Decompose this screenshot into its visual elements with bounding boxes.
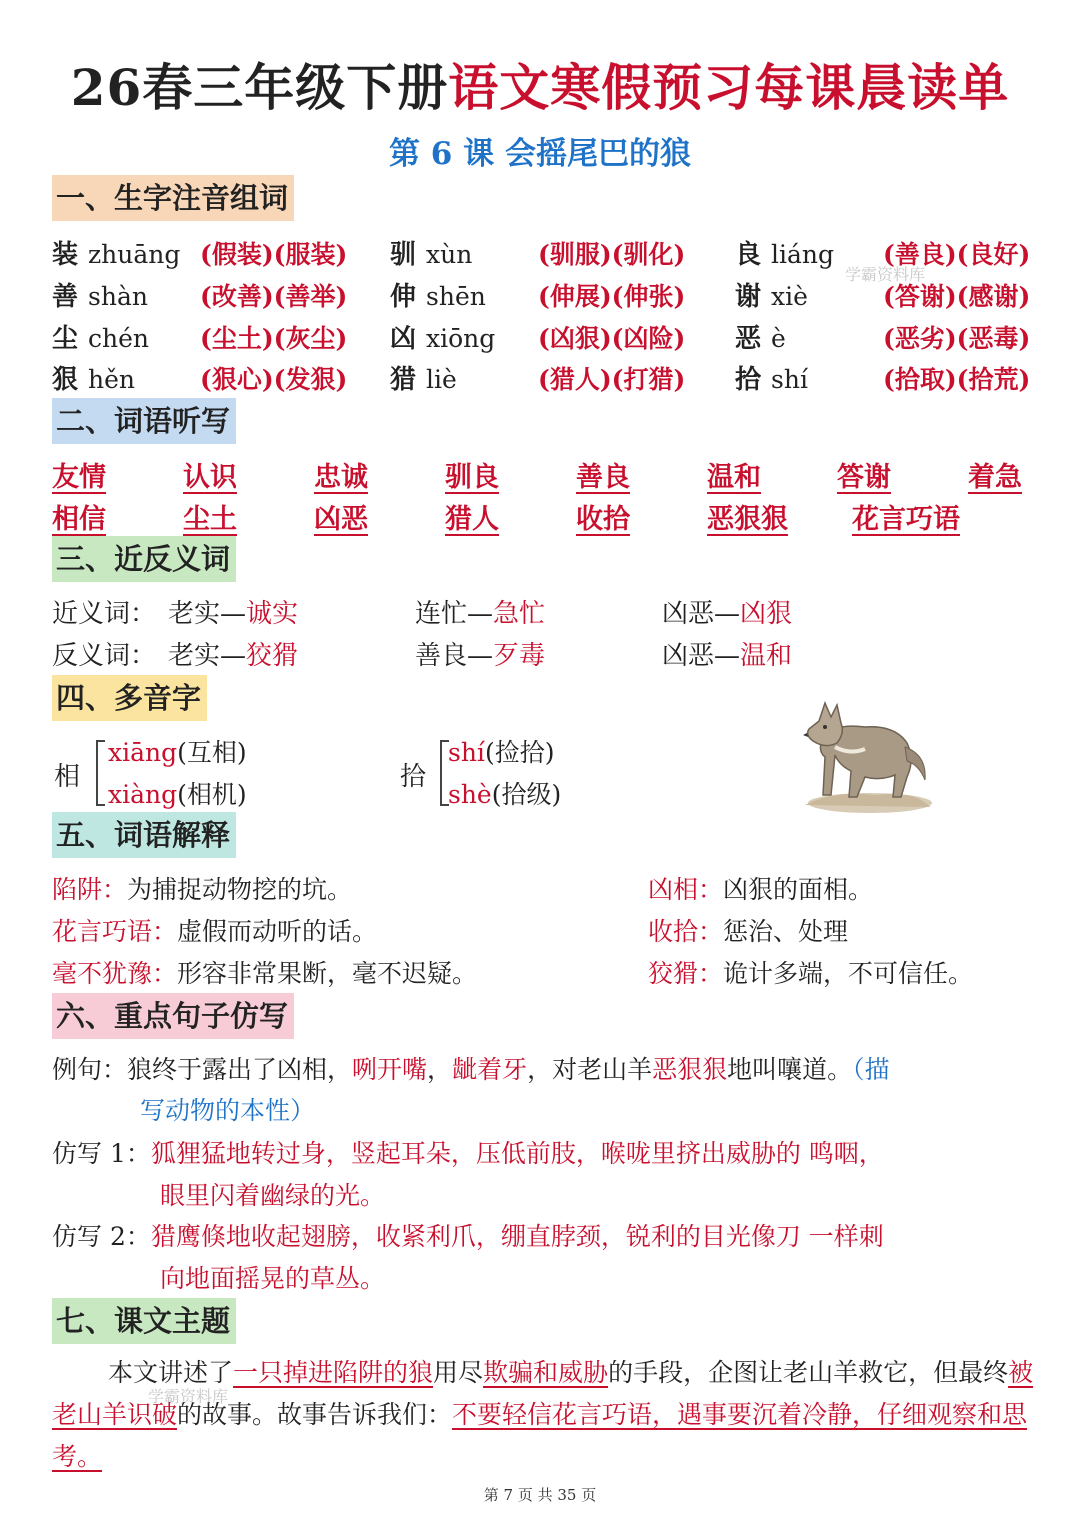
word-pair: (猎人)(打猎) — [538, 365, 686, 394]
char-entry — [390, 359, 685, 396]
word-pair: (恶劣)(恶毒) — [883, 324, 1031, 353]
pinyin: xiōng — [426, 324, 496, 353]
pinyin: liè — [426, 365, 457, 394]
dictation-word: 收拾 — [576, 504, 630, 535]
section-heading-4: 四、多音字 — [52, 675, 207, 721]
word: 歹毒 — [493, 641, 546, 671]
section-heading-1: 一、生字注音组词 — [52, 175, 294, 221]
hanzi: 猎 — [390, 365, 417, 395]
word-pair: (改善)(善举) — [200, 282, 348, 311]
word-pair: (凶狠)(凶险) — [538, 324, 686, 353]
term: 花言巧语： — [52, 917, 178, 946]
polyphone-reading: shè(拾级) — [448, 780, 562, 809]
char-entry — [52, 359, 347, 396]
pinyin: liáng — [771, 240, 835, 269]
section-heading-2: 二、词语听写 — [52, 398, 236, 444]
pinyin: chén — [88, 324, 150, 353]
pinyin: è — [771, 324, 786, 353]
dictation-word: 尘土 — [183, 504, 237, 535]
pinyin: xiè — [771, 282, 808, 311]
dictation-word: 花言巧语 — [852, 504, 960, 535]
watermark: 学霸资料库 — [845, 265, 926, 284]
term: 凶相： — [648, 875, 724, 904]
word: 诚实 — [246, 599, 299, 629]
pinyin: shēn — [426, 282, 486, 311]
word-pair: (尘土)(灰尘) — [200, 324, 348, 353]
definition-item — [648, 912, 848, 948]
dictation-word: 恶狠狠 — [707, 504, 788, 535]
dictation-word: 驯良 — [445, 462, 499, 493]
definition-item — [52, 912, 377, 948]
word: 凶恶— — [662, 599, 741, 629]
example-sentence: 例句：狼终于露出了凶相，咧开嘴，龇着牙，对老山羊恶狠狠地叫嚷道。（描 — [52, 1055, 890, 1084]
synonym-pair — [415, 593, 545, 630]
hanzi: 装 — [52, 240, 79, 270]
definition-item — [52, 954, 477, 990]
term: 狡猾： — [648, 959, 724, 988]
antonym-pair — [168, 635, 298, 672]
word-pair: (假装)(服装) — [200, 240, 348, 269]
word: 凶恶— — [662, 641, 741, 671]
dictation-word: 忠诚 — [314, 462, 368, 493]
imitation-1: 仿写 1：狐狸猛地转过身，竖起耳朵，压低前肢，喉咙里挤出威胁的 鸣咽， — [52, 1139, 884, 1168]
section-heading-3: 三、近反义词 — [52, 536, 236, 582]
polyphone-reading: xiāng(互相) — [108, 738, 247, 767]
word-pair: (狠心)(发狠) — [200, 365, 348, 394]
char-entry — [390, 318, 685, 355]
term: 收拾： — [648, 917, 724, 946]
hanzi: 尘 — [52, 324, 79, 354]
term: 陷阱： — [52, 875, 128, 904]
imitation-1-cont: 眼里闪着幽绿的光。 — [160, 1181, 386, 1210]
pinyin: zhuāng — [88, 240, 181, 269]
pinyin: shí — [771, 365, 808, 394]
word: 老实— — [168, 599, 247, 629]
dictation-word: 认识 — [183, 462, 237, 493]
section-heading-5: 五、词语解释 — [52, 812, 236, 858]
synonym-label: 近义词： — [52, 599, 157, 629]
imitation-2: 仿写 2：猎鹰倏地收起翅膀，收紧利爪，绷直脖颈，锐利的目光像刀 一样刺 — [52, 1222, 884, 1251]
polyphone-reading: shí(捡拾) — [448, 738, 555, 767]
pinyin: shàn — [88, 282, 148, 311]
word-pair: (拾取)(拾荒) — [883, 365, 1031, 394]
definition: 形容非常果断，毫不迟疑。 — [177, 959, 478, 988]
antonym-pair — [662, 635, 792, 672]
dictation-word: 着急 — [968, 462, 1022, 493]
dictation-word: 相信 — [52, 504, 106, 535]
hanzi: 驯 — [390, 240, 417, 270]
word-pair: (驯服)(驯化) — [538, 240, 686, 269]
definition-item — [648, 870, 873, 906]
page-footer: 第 7 页 共 35 页 — [483, 1486, 597, 1504]
char-entry — [735, 359, 1030, 396]
hanzi: 恶 — [735, 324, 762, 354]
section-heading-6: 六、重点句子仿写 — [52, 993, 294, 1039]
char-entry — [390, 234, 685, 271]
char-entry — [390, 276, 685, 313]
synonym-pair — [168, 593, 298, 630]
dictation-word: 善良 — [576, 462, 630, 493]
char-entry — [52, 318, 347, 355]
pinyin: xùn — [426, 240, 473, 269]
section-heading-7: 七、课文主题 — [52, 1298, 236, 1344]
word-pair: (善良)(良好) — [883, 240, 1031, 269]
title-red-part: 语文寒假预习每课晨读单 — [448, 58, 1010, 117]
term: 毫不犹豫： — [52, 959, 178, 988]
word: 善良— — [415, 641, 494, 671]
char-entry — [52, 276, 347, 313]
word-pair: (答谢)(感谢) — [883, 282, 1031, 311]
lesson-title: 第 6 课 会摇尾巴的狼 — [389, 136, 691, 172]
polyphone-char: 相 — [54, 762, 81, 792]
char-entry — [52, 234, 347, 271]
antonym-label: 反义词： — [52, 641, 157, 671]
wolf-illustration — [795, 685, 935, 815]
hanzi: 拾 — [735, 365, 762, 395]
definition-item — [648, 954, 973, 990]
word: 连忙— — [415, 599, 494, 629]
polyphone-char: 拾 — [400, 762, 427, 792]
hanzi: 善 — [52, 282, 79, 312]
watermark: 学霸资料库 — [148, 1387, 229, 1406]
definition: 惩治、处理 — [723, 917, 849, 946]
polyphone-reading: xiàng(相机) — [108, 780, 247, 809]
dictation-word: 答谢 — [837, 462, 891, 493]
pinyin: hěn — [88, 365, 136, 394]
dictation-word: 猎人 — [445, 504, 499, 535]
hanzi: 谢 — [735, 282, 762, 312]
imitation-2-cont: 向地面摇晃的草丛。 — [160, 1264, 386, 1293]
example-note: 写动物的本性） — [140, 1096, 316, 1125]
word: 急忙 — [493, 599, 546, 629]
char-entry — [735, 318, 1030, 355]
word: 狡猾 — [246, 641, 299, 671]
hanzi: 凶 — [390, 324, 417, 354]
word: 老实— — [168, 641, 247, 671]
hanzi: 良 — [735, 240, 762, 270]
word: 凶狠 — [740, 599, 793, 629]
definition-item — [52, 870, 352, 906]
hanzi: 伸 — [390, 282, 417, 312]
definition: 凶狠的面相。 — [723, 875, 874, 904]
definition: 为捕捉动物挖的坑。 — [127, 875, 353, 904]
synonym-pair — [662, 593, 792, 630]
dictation-word: 凶恶 — [314, 504, 368, 535]
definition: 虚假而动听的话。 — [177, 917, 378, 946]
dictation-word: 友情 — [52, 462, 106, 493]
dictation-word: 温和 — [707, 462, 761, 493]
page-title — [0, 48, 1080, 120]
theme-paragraph: 本文讲述了一只掉进陷阱的狼用尽欺骗和威胁的手段，企图让老山羊救它，但最终被老山羊识破的故事。故事告诉我们：不要轻信花言巧语，遇事要沉着冷静，仔细观察和思考。 — [52, 1358, 1034, 1471]
title-black-part: 26春三年级下册 — [70, 58, 449, 117]
definition: 诡计多端，不可信任。 — [723, 959, 974, 988]
word: 温和 — [740, 641, 793, 671]
word-pair: (伸展)(伸张) — [538, 282, 686, 311]
brace-icon — [96, 740, 105, 806]
hanzi: 狠 — [52, 365, 79, 395]
antonym-pair — [415, 635, 545, 672]
